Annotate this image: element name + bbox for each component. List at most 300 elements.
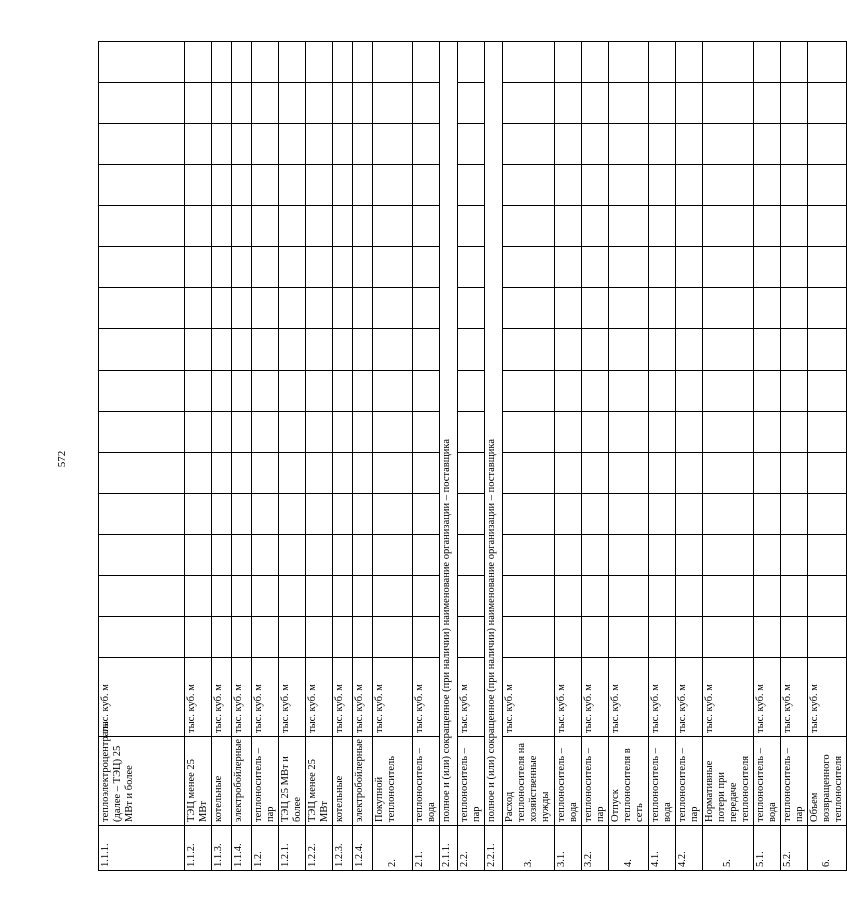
empty-cell — [333, 575, 353, 616]
empty-cell — [212, 124, 232, 165]
row-name: Расход теплоносителя на хозяйственные нужды — [503, 737, 555, 826]
row-unit: тыс. куб. м — [252, 658, 279, 737]
empty-cell — [676, 165, 703, 206]
empty-cell — [808, 616, 847, 657]
empty-cell — [252, 452, 279, 493]
table-row — [279, 42, 306, 871]
row-unit: тыс. куб. м — [279, 658, 306, 737]
empty-cell — [353, 247, 373, 288]
empty-cell — [413, 370, 440, 411]
empty-cell — [373, 288, 413, 329]
table-row — [333, 42, 353, 871]
empty-cell — [353, 329, 373, 370]
row-unit: тыс. куб. м — [306, 658, 333, 737]
empty-cell — [609, 411, 649, 452]
empty-cell — [413, 206, 440, 247]
empty-cell — [676, 247, 703, 288]
empty-cell — [582, 411, 609, 452]
empty-cell — [185, 329, 212, 370]
empty-cell — [609, 165, 649, 206]
empty-cell — [212, 370, 232, 411]
row-number: 1.2.4. — [353, 826, 373, 871]
row-number: 2.1. — [413, 826, 440, 871]
empty-cell — [413, 83, 440, 124]
empty-cell — [458, 83, 485, 124]
empty-cell — [703, 83, 754, 124]
empty-cell — [555, 370, 582, 411]
row-name: котельные — [333, 737, 353, 826]
row-number: 1.2.2. — [306, 826, 333, 871]
empty-cell — [703, 575, 754, 616]
empty-cell — [373, 247, 413, 288]
table-row — [440, 42, 458, 871]
row-number: 3. — [503, 826, 555, 871]
empty-cell — [754, 329, 781, 370]
empty-cell — [703, 165, 754, 206]
table-row — [754, 42, 781, 871]
row-unit: тыс. куб. м — [373, 658, 413, 737]
empty-cell — [413, 452, 440, 493]
empty-cell — [781, 83, 808, 124]
empty-cell — [781, 329, 808, 370]
empty-cell — [185, 124, 212, 165]
empty-cell — [306, 411, 333, 452]
empty-cell — [279, 616, 306, 657]
table-row — [485, 42, 503, 871]
empty-cell — [781, 616, 808, 657]
empty-cell — [808, 370, 847, 411]
empty-cell — [676, 616, 703, 657]
empty-cell — [582, 329, 609, 370]
empty-cell — [676, 411, 703, 452]
empty-cell — [185, 42, 212, 83]
empty-cell — [333, 165, 353, 206]
row-name: ТЭЦ 25 МВт и более — [279, 737, 306, 826]
empty-cell — [458, 411, 485, 452]
row-name: Нормативные потери при передаче теплоносителя — [703, 737, 754, 826]
empty-cell — [232, 42, 252, 83]
empty-cell — [503, 247, 555, 288]
empty-cell — [555, 575, 582, 616]
row-name: теплоноситель – пар — [582, 737, 609, 826]
empty-cell — [754, 575, 781, 616]
empty-cell — [703, 329, 754, 370]
empty-cell — [676, 534, 703, 575]
row-name: ТЭЦ менее 25 МВт — [306, 737, 333, 826]
empty-cell — [582, 83, 609, 124]
empty-cell — [279, 370, 306, 411]
empty-cell — [279, 288, 306, 329]
coolant-balance-table — [98, 41, 847, 871]
table-body — [99, 42, 847, 871]
empty-cell — [582, 288, 609, 329]
row-unit: тыс. куб. м — [754, 658, 781, 737]
empty-cell — [703, 534, 754, 575]
empty-cell — [353, 452, 373, 493]
empty-cell — [232, 329, 252, 370]
empty-cell — [185, 288, 212, 329]
empty-cell — [649, 534, 676, 575]
row-number: 5.2. — [781, 826, 808, 871]
empty-cell — [212, 165, 232, 206]
empty-cell — [676, 42, 703, 83]
empty-cell — [306, 616, 333, 657]
empty-cell — [99, 370, 185, 411]
row-unit: тыс. куб. м — [353, 658, 373, 737]
empty-cell — [503, 329, 555, 370]
row-unit: тыс. куб. м — [781, 658, 808, 737]
empty-cell — [458, 452, 485, 493]
empty-cell — [703, 42, 754, 83]
empty-cell — [185, 616, 212, 657]
empty-cell — [754, 42, 781, 83]
empty-cell — [808, 42, 847, 83]
row-unit: тыс. куб. м — [99, 658, 185, 737]
empty-cell — [555, 534, 582, 575]
empty-cell — [232, 575, 252, 616]
empty-cell — [413, 575, 440, 616]
row-name: котельные — [212, 737, 232, 826]
empty-cell — [555, 124, 582, 165]
empty-cell — [413, 42, 440, 83]
supplier-name-row: полное и (или) сокращенное (при наличии) наименование организации – поставщика — [485, 42, 503, 826]
empty-cell — [353, 124, 373, 165]
empty-cell — [781, 575, 808, 616]
empty-cell — [212, 411, 232, 452]
empty-cell — [279, 452, 306, 493]
empty-cell — [279, 83, 306, 124]
empty-cell — [185, 83, 212, 124]
empty-cell — [503, 288, 555, 329]
empty-cell — [808, 165, 847, 206]
empty-cell — [676, 329, 703, 370]
row-name: теплоноситель – вода — [649, 737, 676, 826]
empty-cell — [582, 370, 609, 411]
empty-cell — [503, 534, 555, 575]
table-row — [212, 42, 232, 871]
empty-cell — [232, 165, 252, 206]
empty-cell — [333, 534, 353, 575]
empty-cell — [754, 411, 781, 452]
row-unit: тыс. куб. м — [458, 658, 485, 737]
empty-cell — [609, 452, 649, 493]
empty-cell — [781, 206, 808, 247]
empty-cell — [99, 165, 185, 206]
table-row — [232, 42, 252, 871]
table-row — [252, 42, 279, 871]
empty-cell — [212, 42, 232, 83]
empty-cell — [609, 83, 649, 124]
empty-cell — [252, 493, 279, 534]
row-number: 5. — [703, 826, 754, 871]
empty-cell — [99, 288, 185, 329]
table-row — [555, 42, 582, 871]
empty-cell — [703, 452, 754, 493]
empty-cell — [212, 616, 232, 657]
table-row — [808, 42, 847, 871]
empty-cell — [373, 411, 413, 452]
empty-cell — [279, 247, 306, 288]
empty-cell — [649, 247, 676, 288]
empty-cell — [649, 411, 676, 452]
empty-cell — [373, 452, 413, 493]
empty-cell — [306, 83, 333, 124]
empty-cell — [353, 370, 373, 411]
empty-cell — [503, 411, 555, 452]
empty-cell — [99, 329, 185, 370]
table-row — [306, 42, 333, 871]
row-number: 1.2.3. — [333, 826, 353, 871]
empty-cell — [99, 83, 185, 124]
empty-cell — [373, 83, 413, 124]
row-number: 2.2. — [458, 826, 485, 871]
empty-cell — [99, 575, 185, 616]
empty-cell — [703, 370, 754, 411]
empty-cell — [353, 206, 373, 247]
empty-cell — [555, 329, 582, 370]
empty-cell — [808, 83, 847, 124]
empty-cell — [503, 370, 555, 411]
empty-cell — [649, 124, 676, 165]
empty-cell — [703, 493, 754, 534]
empty-cell — [754, 247, 781, 288]
empty-cell — [781, 165, 808, 206]
empty-cell — [333, 83, 353, 124]
empty-cell — [555, 165, 582, 206]
empty-cell — [808, 247, 847, 288]
empty-cell — [703, 288, 754, 329]
row-unit: тыс. куб. м — [676, 658, 703, 737]
row-number: 6. — [808, 826, 847, 871]
empty-cell — [212, 83, 232, 124]
empty-cell — [279, 493, 306, 534]
empty-cell — [781, 411, 808, 452]
empty-cell — [555, 247, 582, 288]
empty-cell — [503, 575, 555, 616]
empty-cell — [458, 329, 485, 370]
empty-cell — [649, 616, 676, 657]
empty-cell — [703, 206, 754, 247]
empty-cell — [808, 124, 847, 165]
empty-cell — [649, 329, 676, 370]
empty-cell — [99, 452, 185, 493]
empty-cell — [232, 124, 252, 165]
empty-cell — [555, 83, 582, 124]
empty-cell — [555, 616, 582, 657]
row-number: 5.1. — [754, 826, 781, 871]
empty-cell — [279, 124, 306, 165]
empty-cell — [649, 206, 676, 247]
empty-cell — [212, 575, 232, 616]
empty-cell — [754, 493, 781, 534]
empty-cell — [458, 288, 485, 329]
empty-cell — [185, 165, 212, 206]
empty-cell — [649, 42, 676, 83]
empty-cell — [306, 206, 333, 247]
empty-cell — [555, 493, 582, 534]
empty-cell — [306, 575, 333, 616]
empty-cell — [232, 288, 252, 329]
row-name: теплоноситель – вода — [413, 737, 440, 826]
empty-cell — [458, 206, 485, 247]
empty-cell — [808, 288, 847, 329]
empty-cell — [373, 329, 413, 370]
empty-cell — [781, 42, 808, 83]
empty-cell — [503, 616, 555, 657]
row-unit: тыс. куб. м — [808, 658, 847, 737]
row-unit: тыс. куб. м — [413, 658, 440, 737]
empty-cell — [185, 493, 212, 534]
empty-cell — [649, 493, 676, 534]
empty-cell — [703, 616, 754, 657]
empty-cell — [353, 411, 373, 452]
empty-cell — [458, 42, 485, 83]
empty-cell — [333, 452, 353, 493]
row-number: 1.2.1. — [279, 826, 306, 871]
empty-cell — [373, 165, 413, 206]
empty-cell — [676, 83, 703, 124]
table-row — [703, 42, 754, 871]
empty-cell — [754, 288, 781, 329]
empty-cell — [503, 124, 555, 165]
empty-cell — [781, 247, 808, 288]
empty-cell — [232, 206, 252, 247]
empty-cell — [754, 534, 781, 575]
empty-cell — [808, 493, 847, 534]
empty-cell — [279, 329, 306, 370]
empty-cell — [503, 493, 555, 534]
empty-cell — [353, 42, 373, 83]
empty-cell — [582, 42, 609, 83]
row-number: 2.2.1. — [485, 826, 503, 871]
empty-cell — [754, 452, 781, 493]
empty-cell — [609, 534, 649, 575]
empty-cell — [781, 370, 808, 411]
empty-cell — [252, 124, 279, 165]
row-name: Отпуск теплоносителя в сеть — [609, 737, 649, 826]
empty-cell — [212, 288, 232, 329]
empty-cell — [582, 452, 609, 493]
empty-cell — [582, 575, 609, 616]
empty-cell — [413, 124, 440, 165]
empty-cell — [232, 370, 252, 411]
empty-cell — [99, 124, 185, 165]
row-unit: тыс. куб. м — [232, 658, 252, 737]
empty-cell — [413, 288, 440, 329]
empty-cell — [458, 247, 485, 288]
page-number: 572 — [56, 450, 68, 468]
empty-cell — [808, 534, 847, 575]
empty-cell — [609, 124, 649, 165]
row-name: Объем возвращенного теплоносителя — [808, 737, 847, 826]
empty-cell — [676, 288, 703, 329]
empty-cell — [413, 534, 440, 575]
empty-cell — [333, 288, 353, 329]
empty-cell — [373, 124, 413, 165]
table-row — [353, 42, 373, 871]
row-number: 2. — [373, 826, 413, 871]
empty-cell — [333, 411, 353, 452]
empty-cell — [252, 83, 279, 124]
row-number: 1.1.1. — [99, 826, 185, 871]
empty-cell — [582, 247, 609, 288]
empty-cell — [252, 616, 279, 657]
empty-cell — [503, 206, 555, 247]
table-row — [99, 42, 185, 871]
empty-cell — [582, 493, 609, 534]
empty-cell — [252, 288, 279, 329]
row-unit: тыс. куб. м — [703, 658, 754, 737]
empty-cell — [582, 124, 609, 165]
empty-cell — [212, 206, 232, 247]
empty-cell — [458, 534, 485, 575]
empty-cell — [212, 329, 232, 370]
empty-cell — [781, 534, 808, 575]
empty-cell — [306, 370, 333, 411]
empty-cell — [232, 616, 252, 657]
empty-cell — [458, 370, 485, 411]
empty-cell — [333, 42, 353, 83]
empty-cell — [373, 575, 413, 616]
empty-cell — [185, 370, 212, 411]
empty-cell — [458, 493, 485, 534]
empty-cell — [458, 575, 485, 616]
empty-cell — [279, 206, 306, 247]
empty-cell — [676, 575, 703, 616]
empty-cell — [279, 534, 306, 575]
empty-cell — [555, 206, 582, 247]
empty-cell — [373, 206, 413, 247]
table-row — [185, 42, 212, 871]
empty-cell — [808, 452, 847, 493]
empty-cell — [279, 42, 306, 83]
empty-cell — [252, 411, 279, 452]
empty-cell — [212, 247, 232, 288]
empty-cell — [306, 493, 333, 534]
empty-cell — [252, 42, 279, 83]
empty-cell — [676, 493, 703, 534]
empty-cell — [582, 206, 609, 247]
empty-cell — [703, 124, 754, 165]
empty-cell — [808, 411, 847, 452]
empty-cell — [232, 247, 252, 288]
empty-cell — [781, 493, 808, 534]
empty-cell — [555, 42, 582, 83]
row-number: 2.1.1. — [440, 826, 458, 871]
empty-cell — [609, 288, 649, 329]
empty-cell — [754, 370, 781, 411]
empty-cell — [808, 206, 847, 247]
empty-cell — [353, 616, 373, 657]
empty-cell — [649, 165, 676, 206]
row-number: 4.1. — [649, 826, 676, 871]
empty-cell — [649, 575, 676, 616]
empty-cell — [609, 206, 649, 247]
empty-cell — [373, 42, 413, 83]
empty-cell — [279, 411, 306, 452]
row-number: 4. — [609, 826, 649, 871]
empty-cell — [703, 247, 754, 288]
row-name: теплоноситель – пар — [676, 737, 703, 826]
empty-cell — [353, 288, 373, 329]
table-row — [413, 42, 440, 871]
table-row — [676, 42, 703, 871]
empty-cell — [99, 616, 185, 657]
empty-cell — [413, 165, 440, 206]
empty-cell — [676, 206, 703, 247]
empty-cell — [609, 329, 649, 370]
row-number: 4.2. — [676, 826, 703, 871]
